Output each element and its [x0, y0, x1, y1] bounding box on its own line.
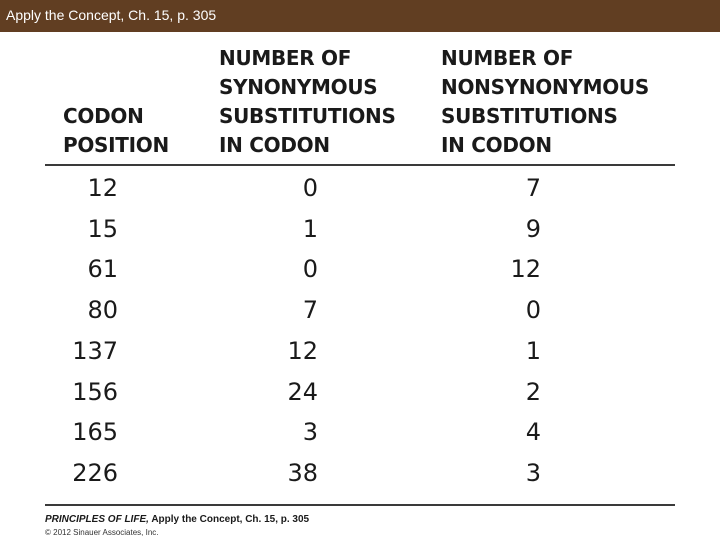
header-codon-position: CODON POSITION	[63, 104, 169, 157]
synonymous-count-cell: 12	[287, 337, 318, 365]
codon-position-cell: 61	[87, 255, 118, 283]
synonymous-count-cell: 38	[287, 459, 318, 487]
header-synonymous: NUMBER OF SYNONYMOUS SUBSTITUTIONS IN CODON	[219, 46, 396, 157]
title-text: Apply the Concept, Ch. 15, p. 305	[6, 7, 217, 23]
codon-position-cell: 165	[72, 418, 118, 446]
footer-reference: Apply the Concept, Ch. 15, p. 305	[148, 514, 310, 525]
footer-book-title: PRINCIPLES OF LIFE,	[45, 514, 149, 525]
nonsynonymous-count-cell: 4	[525, 418, 541, 446]
synonymous-count-cell: 7	[302, 296, 318, 324]
nonsynonymous-count-cell: 3	[525, 459, 541, 487]
nonsynonymous-count-cell: 7	[525, 174, 541, 202]
nonsynonymous-count-cell: 9	[525, 215, 541, 243]
synonymous-count-cell: 24	[287, 378, 318, 406]
codon-position-cell: 15	[87, 215, 118, 243]
codon-position-cell: 80	[87, 296, 118, 324]
synonymous-count-cell: 1	[302, 215, 318, 243]
footer-rule	[45, 504, 675, 506]
footer-source	[45, 514, 309, 526]
footer-copyright: © 2012 Sinauer Associates, Inc.	[45, 528, 159, 537]
synonymous-count-cell: 3	[302, 418, 318, 446]
nonsynonymous-count-cell: 1	[525, 337, 541, 365]
nonsynonymous-count-cell: 2	[525, 378, 541, 406]
codon-position-cell: 137	[72, 337, 118, 365]
synonymous-count-cell: 0	[302, 174, 318, 202]
codon-position-cell: 156	[72, 378, 118, 406]
synonymous-count-cell: 0	[302, 255, 318, 283]
header-rule	[45, 164, 675, 166]
nonsynonymous-count-cell: 0	[525, 296, 541, 324]
nonsynonymous-count-cell: 12	[510, 255, 541, 283]
codon-position-cell: 12	[87, 174, 118, 202]
header-nonsynonymous: NUMBER OF NONSYNONYMOUS SUBSTITUTIONS IN CODON	[441, 46, 649, 157]
codon-position-cell: 226	[72, 459, 118, 487]
title-bar	[0, 0, 720, 32]
